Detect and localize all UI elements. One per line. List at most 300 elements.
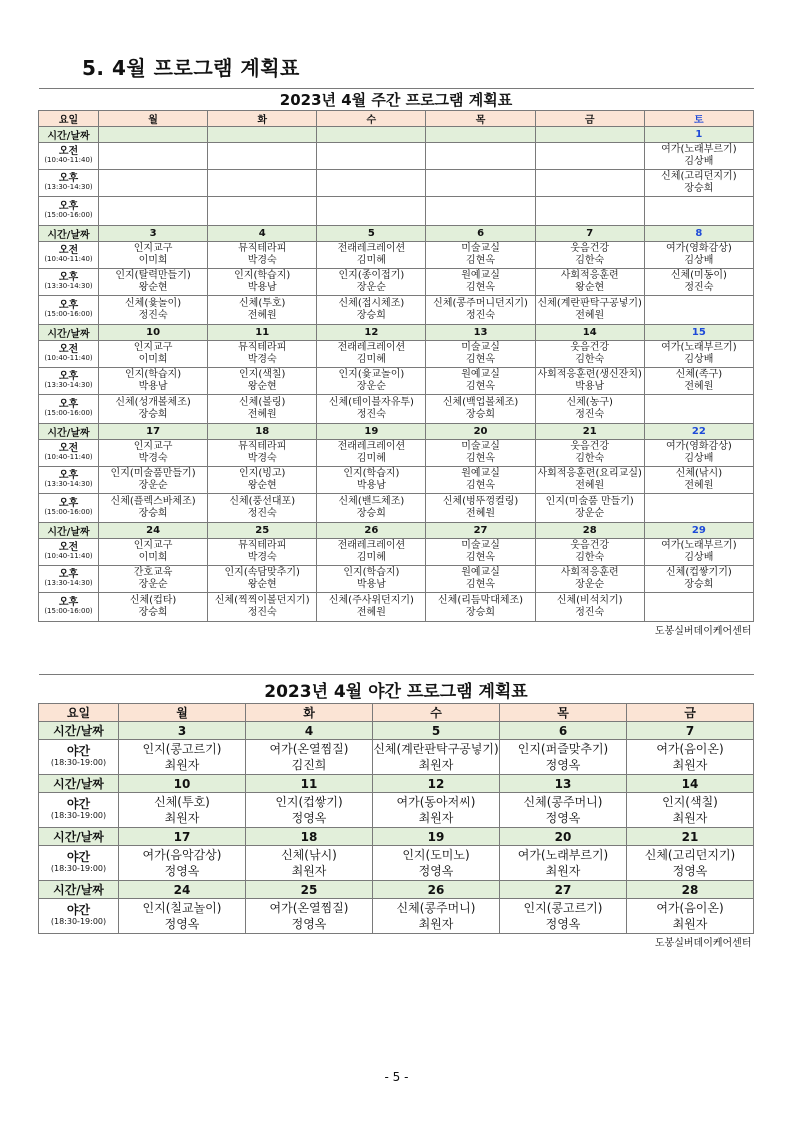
activity-name: 인지(색칠) (662, 795, 718, 809)
staff-name: 최원자 (291, 864, 327, 878)
activity-cell (317, 170, 426, 197)
activity-name: 인지교구 (133, 540, 173, 551)
activity-name: 인지(학습지) (125, 369, 182, 380)
activity-cell (500, 846, 627, 881)
activity-cell (627, 846, 754, 881)
activity-name: 사회적응훈련 (560, 270, 619, 281)
activity-cell (426, 368, 535, 395)
activity-cell (208, 440, 317, 467)
time-slot (39, 846, 119, 881)
activity-name: 여가(노래부르기) (661, 144, 737, 155)
date-cell (208, 127, 317, 143)
activity-cell (99, 170, 208, 197)
date-cell: 21 (627, 828, 754, 846)
day-header-cell: 목 (426, 111, 535, 127)
date-cell: 6 (426, 226, 535, 242)
activity-name: 신체(리듬막대체조) (438, 595, 524, 606)
date-cell: 17 (99, 424, 208, 440)
activity-name: 뮤직테라피 (238, 441, 287, 452)
activity-cell (644, 368, 753, 395)
activity-name: 전래레크레이션 (337, 342, 406, 353)
staff-name: 박용남 (356, 579, 386, 590)
activity-cell (426, 242, 535, 269)
activity-name: 뮤직테라피 (238, 540, 287, 551)
activity-cell (208, 143, 317, 170)
activity-name: 신체(밴드체조) (338, 496, 405, 507)
date-cell (317, 127, 426, 143)
date-cell: 24 (99, 523, 208, 539)
date-cell: 25 (246, 881, 373, 899)
staff-name: 왕순현 (247, 480, 277, 491)
slot-name: 오전 (58, 245, 79, 256)
activity-name: 인지(탈력만들기) (115, 270, 191, 281)
date-cell: 15 (644, 325, 753, 341)
activity-name: 신체(낚시) (675, 468, 723, 479)
activity-cell (535, 170, 644, 197)
date-label: 시간/날짜 (39, 226, 99, 242)
night-activity-row (39, 846, 754, 881)
activity-name: 간호교육 (133, 567, 173, 578)
staff-name: 최원자 (418, 758, 454, 772)
night-center-row (39, 934, 754, 950)
date-cell: 5 (317, 226, 426, 242)
activity-name: 인지(학습지) (234, 270, 291, 281)
day-date-row (39, 226, 754, 242)
time-slot (39, 197, 99, 226)
staff-name: 박용남 (138, 381, 168, 392)
slot-time: (10:40-11:40) (44, 453, 93, 461)
activity-name: 신체(농구) (566, 397, 613, 408)
staff-name: 정진숙 (138, 310, 168, 321)
night-date-row (39, 722, 754, 740)
date-label: 시간/날짜 (39, 127, 99, 143)
night-date-row (39, 828, 754, 846)
day-activity-row (39, 539, 754, 566)
day-activity-row (39, 593, 754, 622)
activity-cell (208, 242, 317, 269)
date-cell: 12 (373, 775, 500, 793)
activity-name: 인지교구 (133, 342, 173, 353)
staff-name: 정영옥 (164, 917, 200, 931)
activity-name: 인지교구 (133, 441, 173, 452)
night-date-row (39, 881, 754, 899)
staff-name: 김상배 (684, 453, 714, 464)
activity-cell (535, 467, 644, 494)
activity-name: 신체(윷놀이) (125, 298, 182, 309)
activity-name: 신체(찍찍이볼던지기) (214, 595, 310, 606)
staff-name: 전혜원 (247, 310, 277, 321)
staff-name: 정영옥 (545, 811, 581, 825)
time-slot (39, 899, 119, 934)
date-cell: 26 (373, 881, 500, 899)
staff-name: 장승희 (138, 607, 168, 618)
activity-cell (99, 143, 208, 170)
night-title-row (39, 675, 754, 704)
date-cell: 7 (535, 226, 644, 242)
day-activity-row (39, 467, 754, 494)
activity-cell (208, 395, 317, 424)
activity-cell (426, 440, 535, 467)
slot-name: 오후 (58, 371, 79, 382)
staff-name: 김현옥 (466, 381, 496, 392)
activity-name: 신체(주사위던지기) (328, 595, 414, 606)
staff-name: 장승희 (138, 508, 168, 519)
day-activity-row (39, 143, 754, 170)
staff-name: 전혜원 (247, 409, 277, 420)
activity-name: 신체(낚시) (281, 848, 337, 862)
slot-time: (15:00-16:00) (44, 310, 93, 318)
time-slot (39, 395, 99, 424)
activity-cell (99, 539, 208, 566)
staff-name: 전혜원 (684, 480, 714, 491)
activity-name: 웃음건강 (570, 540, 610, 551)
night-header-cell: 금 (627, 704, 754, 722)
slot-time: (10:40-11:40) (44, 552, 93, 560)
activity-name: 신체(고리던지기) (661, 171, 737, 182)
activity-name: 사회적응훈련(생신잔치) (537, 369, 642, 380)
staff-name: 최원자 (545, 864, 581, 878)
staff-name: 이미희 (138, 552, 168, 563)
activity-cell (500, 740, 627, 775)
activity-cell (317, 494, 426, 523)
activity-cell (99, 440, 208, 467)
activity-cell (119, 793, 246, 828)
night-activity-row (39, 793, 754, 828)
activity-cell (426, 395, 535, 424)
slot-time: (15:00-16:00) (44, 508, 93, 516)
date-label: 시간/날짜 (39, 828, 119, 846)
staff-name: 왕순현 (247, 381, 277, 392)
date-cell: 8 (644, 226, 753, 242)
slot-time: (18:30-19:00) (50, 758, 107, 767)
activity-name: 여가(노래부르기) (661, 540, 737, 551)
staff-name: 장승희 (684, 579, 714, 590)
night-activity-row (39, 740, 754, 775)
activity-cell (99, 197, 208, 226)
slot-time: (13:30-14:30) (44, 579, 93, 587)
activity-cell (627, 899, 754, 934)
night-header-cell: 월 (119, 704, 246, 722)
staff-name: 박용남 (356, 480, 386, 491)
activity-cell (373, 899, 500, 934)
staff-name: 왕순현 (138, 282, 168, 293)
staff-name: 정영옥 (164, 864, 200, 878)
activity-name: 인지(속담맞추기) (224, 567, 300, 578)
slot-time: (13:30-14:30) (44, 282, 93, 290)
day-header-cell: 월 (99, 111, 208, 127)
activity-cell (426, 143, 535, 170)
staff-name: 정영옥 (672, 864, 708, 878)
activity-cell (627, 793, 754, 828)
date-cell: 22 (644, 424, 753, 440)
staff-name: 장운순 (575, 508, 605, 519)
date-cell: 3 (119, 722, 246, 740)
activity-cell (99, 467, 208, 494)
activity-cell (317, 143, 426, 170)
time-slot (39, 740, 119, 775)
activity-cell (373, 793, 500, 828)
staff-name: 최원자 (164, 758, 200, 772)
date-label: 시간/날짜 (39, 325, 99, 341)
day-date-row (39, 424, 754, 440)
activity-cell (99, 368, 208, 395)
slot-name: 오후 (58, 272, 79, 283)
staff-name: 장운순 (138, 480, 168, 491)
date-cell: 28 (627, 881, 754, 899)
date-cell: 4 (246, 722, 373, 740)
activity-name: 신체(컵쌓기기) (666, 567, 732, 578)
staff-name: 정진숙 (466, 310, 496, 321)
activity-cell (535, 242, 644, 269)
time-slot (39, 341, 99, 368)
slot-time: (15:00-16:00) (44, 211, 93, 219)
day-header-cell: 토 (644, 111, 753, 127)
activity-cell (208, 566, 317, 593)
date-cell: 21 (535, 424, 644, 440)
staff-name: 장승희 (356, 310, 386, 321)
staff-name: 최원자 (672, 917, 708, 931)
staff-name: 김현옥 (466, 552, 496, 563)
activity-name: 미술교실 (461, 243, 500, 254)
activity-name: 미술교실 (461, 540, 500, 551)
night-header-cell: 요일 (39, 704, 119, 722)
time-slot (39, 467, 99, 494)
staff-name: 김현옥 (466, 354, 496, 365)
activity-cell (644, 494, 753, 523)
time-slot (39, 440, 99, 467)
activity-cell (426, 593, 535, 622)
activity-name: 인지(학습지) (343, 468, 400, 479)
staff-name: 김현옥 (466, 255, 496, 266)
date-cell: 20 (500, 828, 627, 846)
day-schedule (38, 88, 754, 637)
activity-name: 인지교구 (133, 243, 173, 254)
staff-name: 최원자 (164, 811, 200, 825)
slot-name: 오후 (58, 300, 79, 311)
slot-name: 야간 (66, 903, 91, 917)
staff-name: 최원자 (672, 758, 708, 772)
activity-cell (99, 269, 208, 296)
date-cell: 6 (500, 722, 627, 740)
activity-cell (317, 269, 426, 296)
activity-name: 인지(콩고르기) (142, 742, 222, 756)
activity-cell (535, 395, 644, 424)
slot-time: (13:30-14:30) (44, 381, 93, 389)
activity-cell (317, 440, 426, 467)
staff-name: 김한숙 (575, 453, 605, 464)
activity-name: 신체(볼링) (239, 397, 286, 408)
staff-name: 박용남 (247, 282, 277, 293)
activity-cell (317, 566, 426, 593)
time-slot (39, 143, 99, 170)
activity-cell (644, 467, 753, 494)
staff-name: 정영옥 (545, 758, 581, 772)
slot-time: (18:30-19:00) (50, 811, 107, 820)
activity-name: 인지(도미노) (402, 848, 470, 862)
activity-cell (119, 740, 246, 775)
activity-name: 신체(투호) (154, 795, 210, 809)
activity-cell (119, 899, 246, 934)
time-slot (39, 269, 99, 296)
activity-name: 신체(계란판탁구공넣기) (373, 742, 499, 756)
activity-cell (208, 593, 317, 622)
day-date-row (39, 523, 754, 539)
date-label: 시간/날짜 (39, 775, 119, 793)
activity-cell (119, 846, 246, 881)
staff-name: 정진숙 (247, 607, 277, 618)
date-cell: 10 (119, 775, 246, 793)
staff-name: 정영옥 (545, 917, 581, 931)
activity-name: 사회적응훈련 (560, 567, 619, 578)
staff-name: 정영옥 (291, 917, 327, 931)
activity-cell (426, 566, 535, 593)
activity-name: 인지(퍼즐맞추기) (517, 742, 609, 756)
time-slot (39, 539, 99, 566)
activity-name: 원예교실 (461, 270, 500, 281)
staff-name: 박경숙 (247, 552, 277, 563)
date-cell: 14 (627, 775, 754, 793)
activity-name: 미술교실 (461, 441, 500, 452)
activity-name: 인지(빙고) (239, 468, 286, 479)
staff-name: 왕순현 (247, 579, 277, 590)
day-title: 2023년 4월 주간 프로그램 계획표 (39, 89, 754, 111)
date-cell: 19 (317, 424, 426, 440)
date-cell: 18 (246, 828, 373, 846)
activity-name: 여가(온열찜질) (269, 901, 349, 915)
slot-name: 오후 (58, 399, 79, 410)
slot-time: (10:40-11:40) (44, 354, 93, 362)
activity-name: 인지(칠교놀이) (142, 901, 222, 915)
activity-cell (535, 368, 644, 395)
activity-name: 원예교실 (461, 468, 500, 479)
activity-cell (426, 539, 535, 566)
slot-name: 오후 (58, 173, 79, 184)
date-cell: 10 (99, 325, 208, 341)
day-activity-row (39, 242, 754, 269)
activity-cell (426, 341, 535, 368)
activity-name: 인지(컵쌓기) (275, 795, 343, 809)
activity-name: 신체(투호) (239, 298, 286, 309)
date-label: 시간/날짜 (39, 523, 99, 539)
day-header-row (39, 111, 754, 127)
date-cell: 3 (99, 226, 208, 242)
staff-name: 김미혜 (356, 552, 386, 563)
slot-name: 오후 (58, 498, 79, 509)
activity-cell (246, 846, 373, 881)
day-activity-row (39, 296, 754, 325)
activity-cell (208, 197, 317, 226)
date-cell: 25 (208, 523, 317, 539)
slot-name: 오전 (58, 146, 79, 157)
day-header-cell: 화 (208, 111, 317, 127)
activity-name: 웃음건강 (570, 243, 610, 254)
staff-name: 장승희 (138, 409, 168, 420)
date-cell: 28 (535, 523, 644, 539)
activity-name: 신체(콩주머니던지기) (433, 298, 528, 309)
activity-cell (208, 170, 317, 197)
page-heading: 5. 4월 프로그램 계획표 (82, 56, 300, 80)
date-label: 시간/날짜 (39, 881, 119, 899)
activity-cell (99, 242, 208, 269)
day-activity-row (39, 566, 754, 593)
activity-name: 전래레크레이션 (337, 540, 406, 551)
staff-name: 최원자 (672, 811, 708, 825)
staff-name: 전혜원 (466, 508, 496, 519)
activity-cell (317, 593, 426, 622)
activity-cell (535, 494, 644, 523)
center-name: 도봉실버데이케어센터 (654, 938, 752, 949)
activity-name: 신체(벙뚜껑컬링) (442, 496, 519, 507)
day-date-row (39, 325, 754, 341)
activity-cell (246, 899, 373, 934)
activity-cell (426, 467, 535, 494)
staff-name: 전혜원 (684, 381, 714, 392)
slot-time: (10:40-11:40) (44, 255, 93, 263)
staff-name: 김미혜 (356, 255, 386, 266)
staff-name: 김상배 (684, 354, 714, 365)
time-slot (39, 793, 119, 828)
activity-cell (99, 341, 208, 368)
date-cell: 7 (627, 722, 754, 740)
date-cell: 24 (119, 881, 246, 899)
activity-name: 인지(윷교놀이) (338, 369, 405, 380)
activity-name: 신체(콩주머니) (396, 901, 476, 915)
staff-name: 박경숙 (247, 354, 277, 365)
activity-name: 여가(영화감상) (666, 243, 732, 254)
activity-cell (317, 539, 426, 566)
staff-name: 전혜원 (575, 480, 605, 491)
staff-name: 김진희 (291, 758, 327, 772)
date-cell: 5 (373, 722, 500, 740)
date-cell: 13 (426, 325, 535, 341)
slot-time: (15:00-16:00) (44, 409, 93, 417)
date-label: 시간/날짜 (39, 722, 119, 740)
date-cell: 14 (535, 325, 644, 341)
activity-name: 뮤직테라피 (238, 342, 287, 353)
activity-cell (317, 395, 426, 424)
day-title-row (39, 89, 754, 111)
activity-cell (535, 143, 644, 170)
staff-name: 박용남 (575, 381, 605, 392)
time-slot (39, 494, 99, 523)
staff-name: 김상배 (684, 156, 714, 167)
night-activity-row (39, 899, 754, 934)
slot-time: (18:30-19:00) (50, 864, 107, 873)
activity-name: 신체(계란판탁구공넣기) (537, 298, 642, 309)
day-activity-row (39, 440, 754, 467)
date-cell (426, 127, 535, 143)
slot-name: 오전 (58, 344, 79, 355)
staff-name: 정진숙 (575, 607, 605, 618)
date-cell: 17 (119, 828, 246, 846)
activity-cell (535, 296, 644, 325)
activity-name: 여가(음악감상) (142, 848, 222, 862)
day-schedule-table (38, 88, 754, 637)
activity-name: 사회적응훈련(요리교실) (537, 468, 642, 479)
activity-cell (644, 593, 753, 622)
activity-cell (99, 395, 208, 424)
date-cell: 11 (208, 325, 317, 341)
activity-name: 인지(학습지) (343, 567, 400, 578)
activity-cell (208, 368, 317, 395)
activity-cell (317, 368, 426, 395)
activity-cell (644, 539, 753, 566)
staff-name: 김한숙 (575, 354, 605, 365)
night-header-cell: 화 (246, 704, 373, 722)
slot-time: (18:30-19:00) (50, 917, 107, 926)
activity-name: 원예교실 (461, 567, 500, 578)
activity-name: 신체(테이블자유투) (328, 397, 414, 408)
